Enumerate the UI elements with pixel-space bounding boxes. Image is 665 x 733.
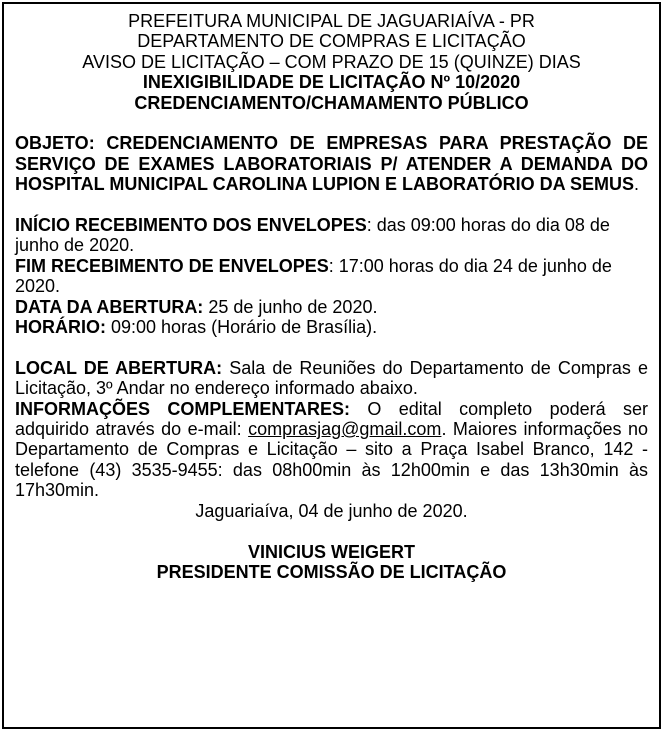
fim-paragraph xyxy=(15,256,648,297)
informacoes-label: INFORMAÇÕES COMPLEMENTARES: xyxy=(15,398,351,419)
signature-name: VINICIUS WEIGERT xyxy=(247,541,415,562)
place-date: Jaguariaíva, 04 de junho de 2020. xyxy=(195,500,468,521)
horario-label: HORÁRIO: xyxy=(15,317,106,338)
header-line-departamento: DEPARTAMENTO DE COMPRAS E LICITAÇÃO xyxy=(137,31,526,52)
header-line-prefeitura: PREFEITURA MUNICIPAL DE JAGUARIAÍVA - PR xyxy=(128,11,535,31)
local-paragraph xyxy=(15,358,648,399)
inicio-paragraph xyxy=(15,215,648,256)
inicio-value: : das 09:00 horas do dia 08 de junho de 2020. xyxy=(15,215,610,256)
signature-title: PRESIDENTE COMISSÃO DE LICITAÇÃO xyxy=(156,561,507,582)
email-link[interactable]: comprasjag@gmail.com xyxy=(248,419,442,440)
informacoes-value-before: O edital completo poderá ser adquirido através do e-mail: xyxy=(15,398,648,440)
data-abertura-label: DATA DA ABERTURA: xyxy=(15,296,204,317)
data-abertura-value: 25 de junho de 2020. xyxy=(203,296,378,317)
fim-label: FIM RECEBIMENTO DE ENVELOPES xyxy=(15,255,329,276)
header-line-inexigibilidade: INEXIGIBILIDADE DE LICITAÇÃO Nº 10/2020 xyxy=(142,72,521,93)
local-label: LOCAL DE ABERTURA: xyxy=(15,357,223,378)
objeto-end: . xyxy=(634,174,640,195)
fim-value: : 17:00 horas do dia 24 de junho de 2020. xyxy=(15,255,612,297)
header-line-aviso: AVISO DE LICITAÇÃO – COM PRAZO DE 15 (QUINZE) DIAS xyxy=(82,51,581,72)
horario-value: 09:00 horas (Horário de Brasília). xyxy=(106,317,378,338)
notice-header xyxy=(15,11,648,113)
objeto-text: OBJETO: CREDENCIAMENTO DE EMPRESAS PARA PRESTAÇÃO DE SERVIÇO DE EXAMES LABORATORIAIS P/ ATENDER A DEMANDA DO HOSPITAL MUNICIPAL CAROLINA LUPION E LABORATÓRIO DA SEMUS xyxy=(15,133,648,195)
informacoes-value-after: . Maiores informações no Departamento de Compras e Licitação – sito a Praça Isabel Branco, 142 - telefone (43) 3535-9455: das 08h00min às 12h00min e das 13h30min às 17h30min. xyxy=(15,419,648,501)
signature-block xyxy=(15,542,648,583)
inicio-label: INÍCIO RECEBIMENTO DOS ENVELOPES xyxy=(15,215,367,236)
local-value: Sala de Reuniões do Departamento de Compras e Licitação, 3º Andar no endereço informado abaixo. xyxy=(15,357,649,399)
data-abertura-paragraph xyxy=(15,297,648,317)
objeto-paragraph xyxy=(15,133,648,194)
informacoes-paragraph xyxy=(15,399,648,501)
header-line-credenciamento: CREDENCIAMENTO/CHAMAMENTO PÚBLICO xyxy=(134,92,529,113)
notice-frame xyxy=(2,2,661,729)
horario-paragraph xyxy=(15,317,648,337)
